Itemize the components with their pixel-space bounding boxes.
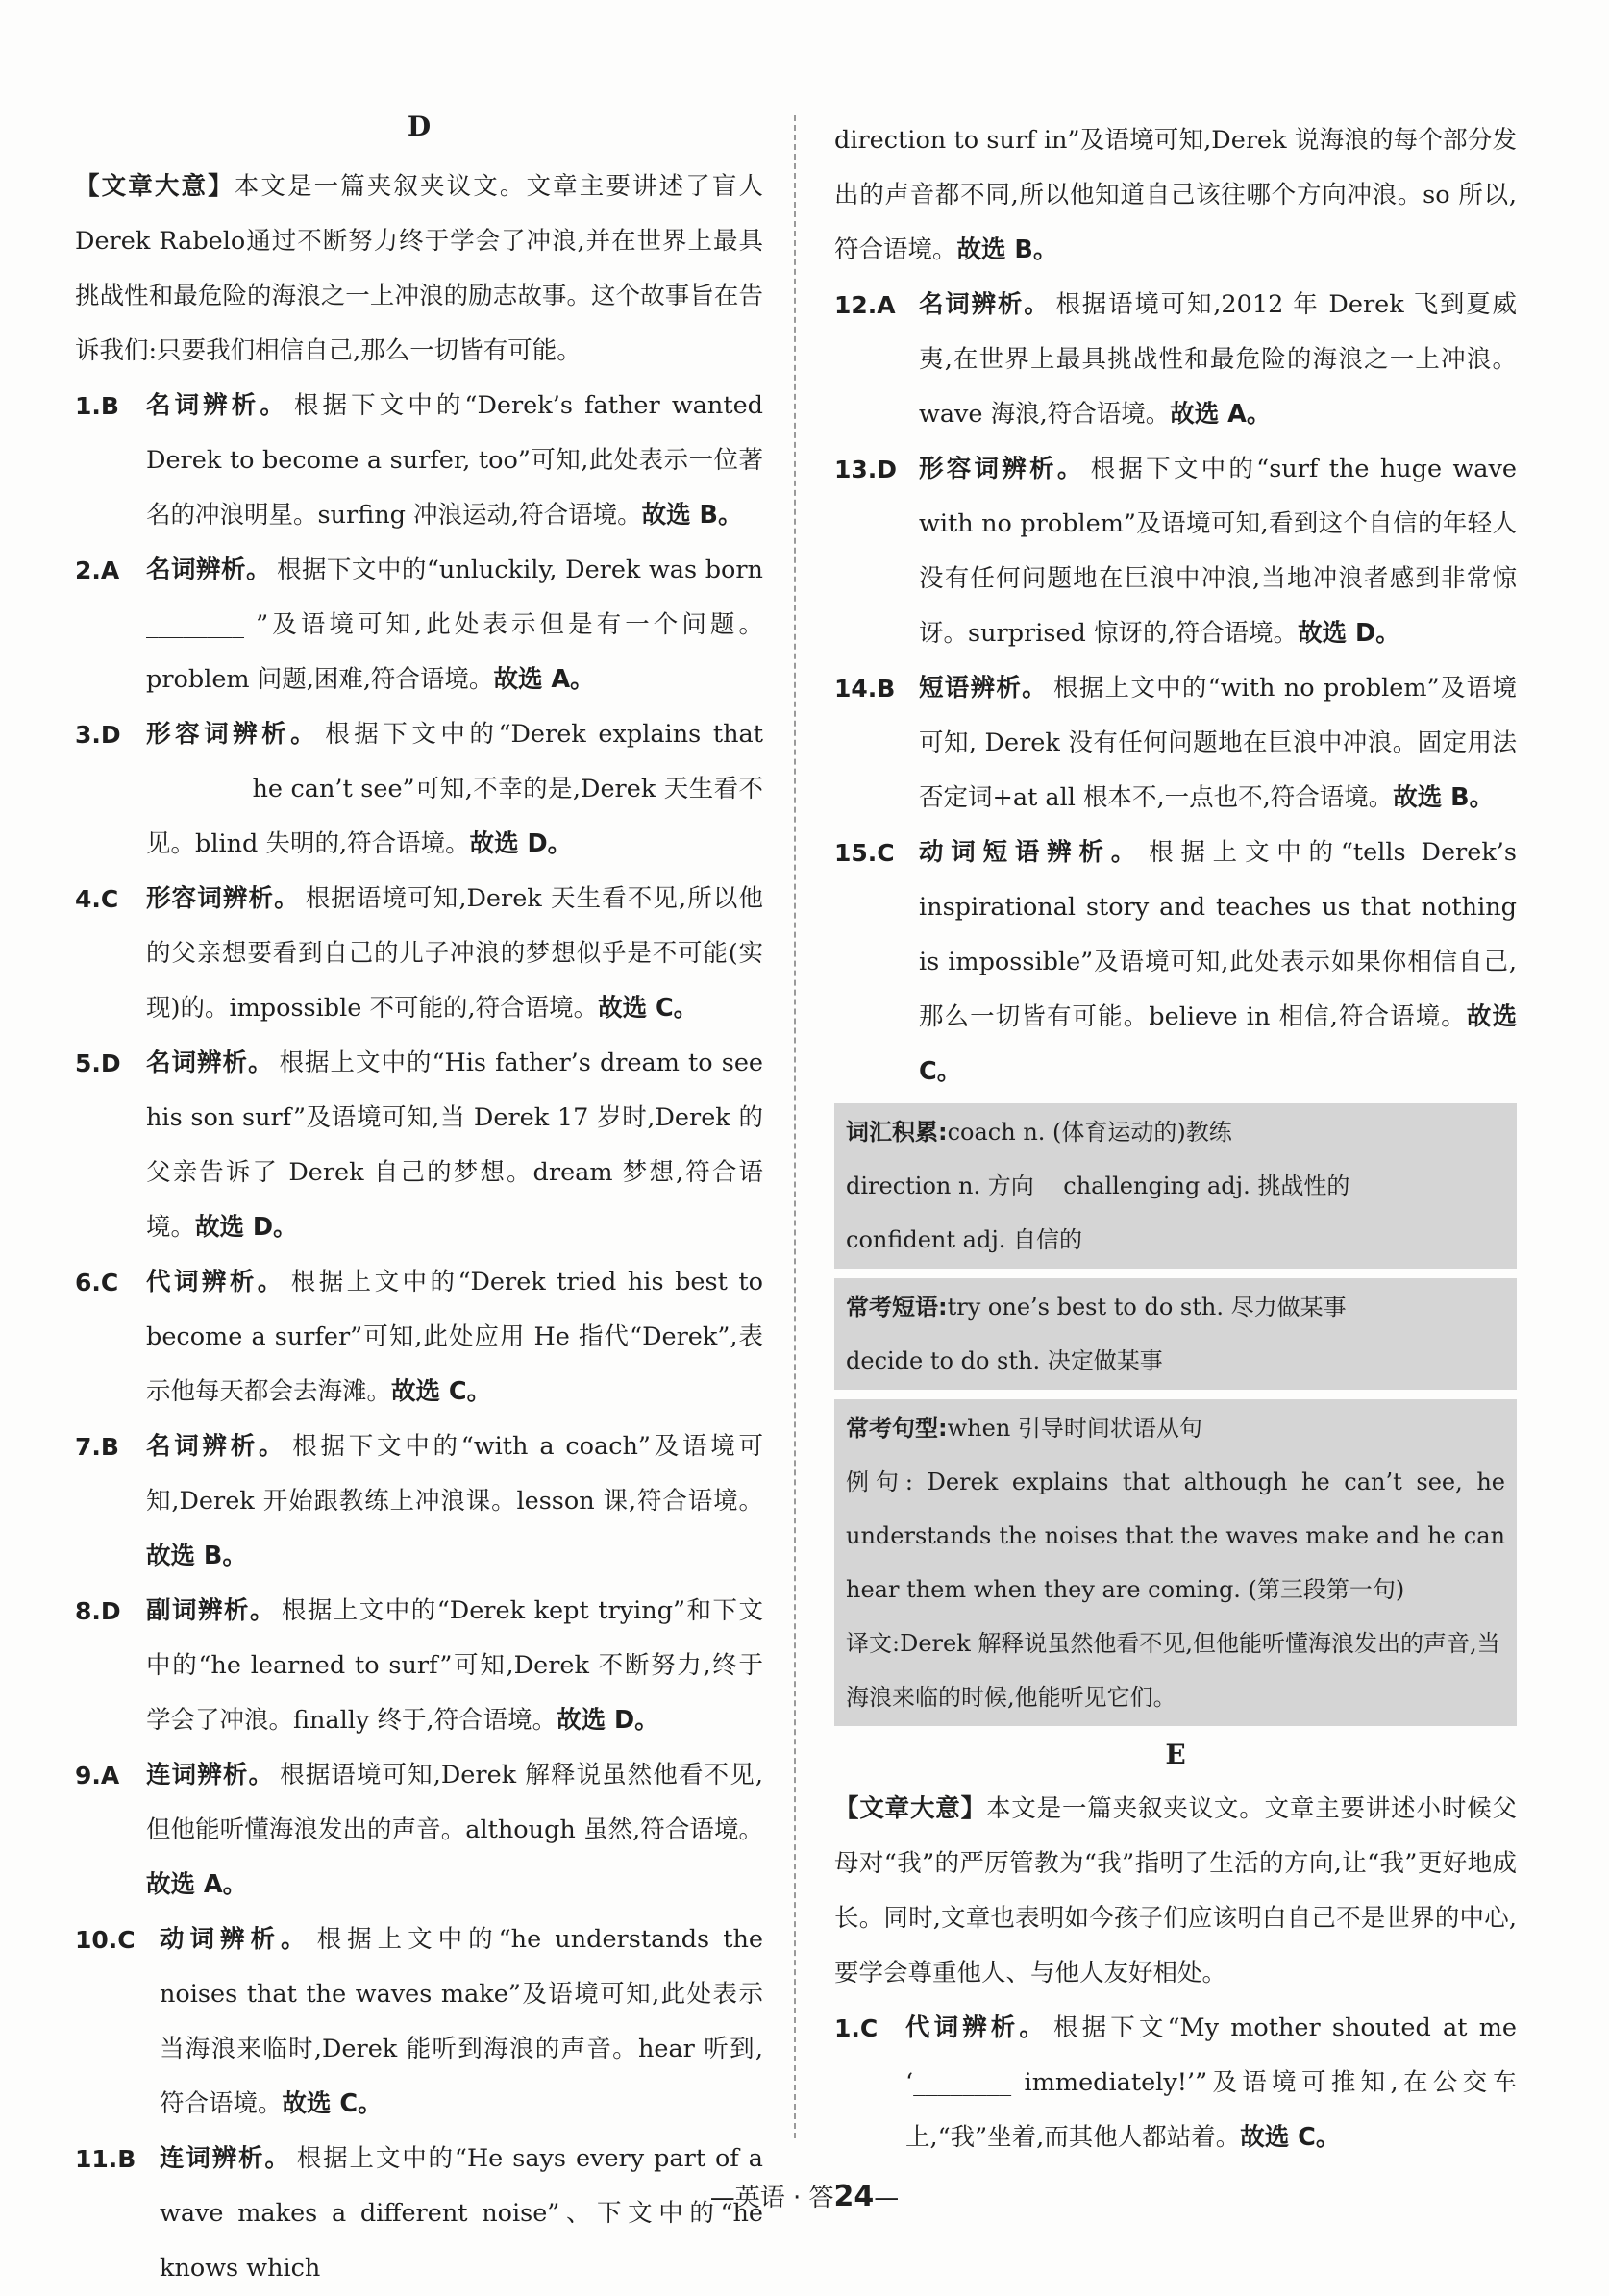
item-text: 根据下文“My mother shouted at me ‘________ immediately!’”及语境可推知,在公交车上,“我”坐着,而其他人都站着。: [905, 2013, 1517, 2152]
answer-item: [75, 707, 763, 872]
section-title-d: D: [407, 111, 432, 142]
item-kind: 名词辨析。: [146, 1049, 274, 1077]
item-answer: 故选 B。: [146, 1542, 247, 1570]
item-answer: 故选 D。: [557, 1706, 659, 1735]
item-text: 根据上文中的“tells Derek’s inspirational story and teaches us that nothing is impossible”及语境可知,此处表示如果你相信自己,那么一切皆有可能。believe in 相信,符合语境。: [919, 838, 1517, 1031]
vocab-line: challenging adj. 挑战性的: [1063, 1173, 1350, 1199]
item-number: 3.D: [75, 721, 121, 749]
summary-tag: 【文章大意】: [75, 172, 235, 201]
item-text: 根据下文中的“unluckily, Derek was born ________ ”及语境可知,此处表示但是有一个问题。problem 问题,困难,符合语境。: [146, 555, 763, 694]
item-text: 根据上文中的“He says every part of a wave makes a different noise”、下文中的“he knows which: [160, 2144, 763, 2283]
item-kind: 名词辨析。: [146, 1432, 287, 1461]
item-number: 1.B: [75, 392, 119, 420]
page-number: 24: [833, 2180, 875, 2213]
item-kind: 短语辨析。: [919, 674, 1048, 703]
item-kind: 形容词辨析。: [919, 455, 1085, 483]
sentence-box: [834, 1399, 1517, 1726]
answer-item: [75, 1913, 763, 2132]
answer-item: [75, 543, 763, 707]
answer-item: [75, 1420, 763, 1584]
summary-tag: 【文章大意】: [834, 1794, 986, 1823]
answer-item: [834, 278, 1517, 442]
item-text: 根据下文中的“Derek’s father wanted Derek to become a surfer, too”可知,此处表示一位著名的冲浪明星。surfing 冲浪运动,符合语境。: [146, 391, 763, 530]
item-number: 10.C: [75, 1926, 136, 1954]
item-kind: 动词短语辨析。: [919, 838, 1144, 867]
phrase-line: try one’s best to do sth. 尽力做某事: [947, 1294, 1347, 1321]
answer-item: [834, 826, 1517, 1099]
item-kind: 连词辨析。: [146, 1761, 275, 1790]
item-answer: 故选 B。: [956, 235, 1058, 264]
item-11-continuation: [834, 113, 1517, 278]
item-text: 根据语境可知,Derek 解释说虽然他看不见,但他能听懂海浪发出的声音。although 虽然,符合语境。: [146, 1761, 763, 1844]
summary-text: 本文是一篇夹叙夹议文。文章主要讲述了盲人Derek Rabelo通过不断努力终于学会了冲浪,并在世界上最具挑战性和最危险的海浪之一上冲浪的励志故事。这个故事旨在告诉我们:只要我们相信自己,那么一切皆有可能。: [75, 172, 763, 365]
item-text: 根据上文中的“His father’s dream to see his son surf”及语境可知,当 Derek 17 岁时,Derek 的父亲告诉了 Derek 自己的梦想。dream 梦想,符合语境。: [146, 1049, 763, 1242]
item-answer: 故选 A。: [146, 1870, 248, 1899]
item-kind: 动词辨析。: [160, 1925, 311, 1954]
item-number: 8.D: [75, 1597, 121, 1625]
item-text: 根据上文中的“he understands the noises that the waves make”及语境可知,此处表示当海浪来临时,Derek 能听到海浪的声音。hear 听到,符合语境。: [160, 1925, 763, 2118]
item-text: 根据上文中的“Derek kept trying”和下文中的“he learned to surf”可知,Derek 不断努力,终于学会了冲浪。finally 终于,符合语境。: [146, 1596, 763, 1735]
item-kind: 形容词辨析。: [146, 884, 300, 913]
item-kind: 副词辨析。: [146, 1596, 276, 1625]
item-kind: 名词辨析。: [146, 555, 271, 584]
item-answer: 故选 C。: [919, 1002, 1517, 1086]
sentence-label: 常考句型:: [846, 1415, 948, 1442]
item-kind: 代词辨析。: [905, 2013, 1049, 2042]
item-kind: 代词辨析。: [146, 1268, 285, 1296]
answer-item: [75, 872, 763, 1036]
summary-e: [834, 1782, 1517, 2001]
vocab-line: direction n. 方向: [846, 1173, 1034, 1199]
item-number: 6.C: [75, 1269, 119, 1296]
answer-item: [75, 379, 763, 543]
answer-item: [834, 661, 1517, 826]
item-answer: 故选 A。: [493, 665, 595, 694]
phrases-box: [834, 1278, 1517, 1390]
answer-item: [75, 1036, 763, 1255]
item-kind: 连词辨析。: [160, 2144, 291, 2173]
left-column: [75, 108, 763, 2296]
item-number: 13.D: [834, 456, 898, 483]
sentence-translation: 译文:Derek 解释说虽然他看不见,但他能听懂海浪发出的声音,当海浪来临的时候,他能听见它们。: [846, 1630, 1500, 1711]
item-text: 根据下文中的“surf the huge wave with no problem”及语境可知,看到这个自信的年轻人没有任何问题地在巨浪中冲浪,当地冲浪者感到非常惊讶。surprised 惊讶的,符合语境。: [919, 455, 1517, 648]
item-answer: 故选 C。: [1240, 2123, 1341, 2152]
item-kind: 名词辨析。: [919, 290, 1051, 319]
phrases-label: 常考短语:: [846, 1294, 948, 1321]
vocab-label: 词汇积累:: [846, 1119, 948, 1146]
item-answer: 故选 C。: [282, 2089, 383, 2118]
item-number: 12.A: [834, 291, 896, 319]
item-answer: 故选 D。: [1298, 619, 1400, 648]
item-number: 1.C: [834, 2014, 879, 2042]
vocab-line: confident adj. 自信的: [846, 1226, 1083, 1253]
answer-item: [834, 442, 1517, 661]
right-column: [834, 113, 1517, 2165]
item-kind: 形容词辨析。: [146, 720, 320, 749]
item-text: 根据下文中的“Derek explains that ________ he can’t see”可知,不幸的是,Derek 天生看不见。blind 失明的,符合语境。: [146, 720, 763, 858]
item-answer: 故选 D。: [469, 829, 573, 858]
item-answer: 故选 B。: [641, 501, 743, 530]
item-answer: 故选 C。: [391, 1377, 492, 1406]
sentence-line: when 引导时间状语从句: [947, 1415, 1202, 1442]
item-text: 根据下文中的“with a coach”及语境可知,Derek 开始跟教练上冲浪课。lesson 课,符合语境。: [146, 1432, 763, 1516]
item-number: 11.B: [75, 2145, 136, 2173]
answer-item: [75, 1584, 763, 1748]
vocab-box: [834, 1103, 1517, 1269]
footer-suffix: —: [874, 2184, 900, 2212]
item-answer: 故选 C。: [598, 994, 699, 1023]
item-number: 15.C: [834, 839, 895, 867]
item-number: 7.B: [75, 1433, 119, 1461]
phrase-line: decide to do sth. 决定做某事: [846, 1347, 1163, 1374]
summary-d: [75, 160, 763, 379]
answer-item: [75, 2132, 763, 2296]
column-divider: [794, 115, 796, 2138]
item-answer: 故选 B。: [1393, 783, 1495, 812]
item-answer: 故选 A。: [1170, 400, 1272, 429]
item-answer: 故选 D。: [195, 1213, 298, 1242]
item-text: 根据语境可知,2012 年 Derek 飞到夏威夷,在世界上最具挑战性和最危险的海浪之一上冲浪。wave 海浪,符合语境。: [919, 290, 1517, 429]
item-number: 4.C: [75, 885, 119, 913]
sentence-example: 例句: Derek explains that although he can’t see, he understands the noises that the waves make and he can hear them when they are coming. (第三段第一句): [846, 1469, 1505, 1603]
item-text: 根据上文中的“Derek tried his best to become a surfer”可知,此处应用 He 指代“Derek”,表示他每天都会去海滩。: [146, 1268, 763, 1406]
answer-item: [834, 2001, 1517, 2165]
summary-text: 本文是一篇夹叙夹议文。文章主要讲述小时候父母对“我”的严厉管教为“我”指明了生活的方向,让“我”更好地成长。同时,文章也表明如今孩子们应该明白自己不是世界的中心,要学会尊重他人、与他人友好相处。: [834, 1794, 1517, 1987]
item-number: 2.A: [75, 556, 120, 584]
section-title-e: E: [1165, 1739, 1186, 1770]
footer-prefix: —英语 · 答: [709, 2184, 834, 2212]
answer-item: [75, 1748, 763, 1913]
item-number: 14.B: [834, 675, 896, 703]
item-kind: 名词辨析。: [146, 391, 288, 420]
item-number: 5.D: [75, 1049, 121, 1077]
vocab-line: coach n. (体育运动的)教练: [947, 1119, 1232, 1146]
item-text: 根据上文中的“with no problem”及语境可知, Derek 没有任何问题地在巨浪中冲浪。固定用法否定词+at all 根本不,一点也不,符合语境。: [919, 674, 1517, 812]
page-footer: [0, 2178, 1609, 2213]
item-text: direction to surf in”及语境可知,Derek 说海浪的每个部分发出的声音都不同,所以他知道自己该往哪个方向冲浪。so 所以,符合语境。: [834, 126, 1517, 264]
answer-item: [75, 1255, 763, 1420]
item-text: 根据语境可知,Derek 天生看不见,所以他的父亲想要看到自己的儿子冲浪的梦想似乎是不可能(实现)的。impossible 不可能的,符合语境。: [146, 884, 763, 1023]
item-number: 9.A: [75, 1762, 120, 1790]
